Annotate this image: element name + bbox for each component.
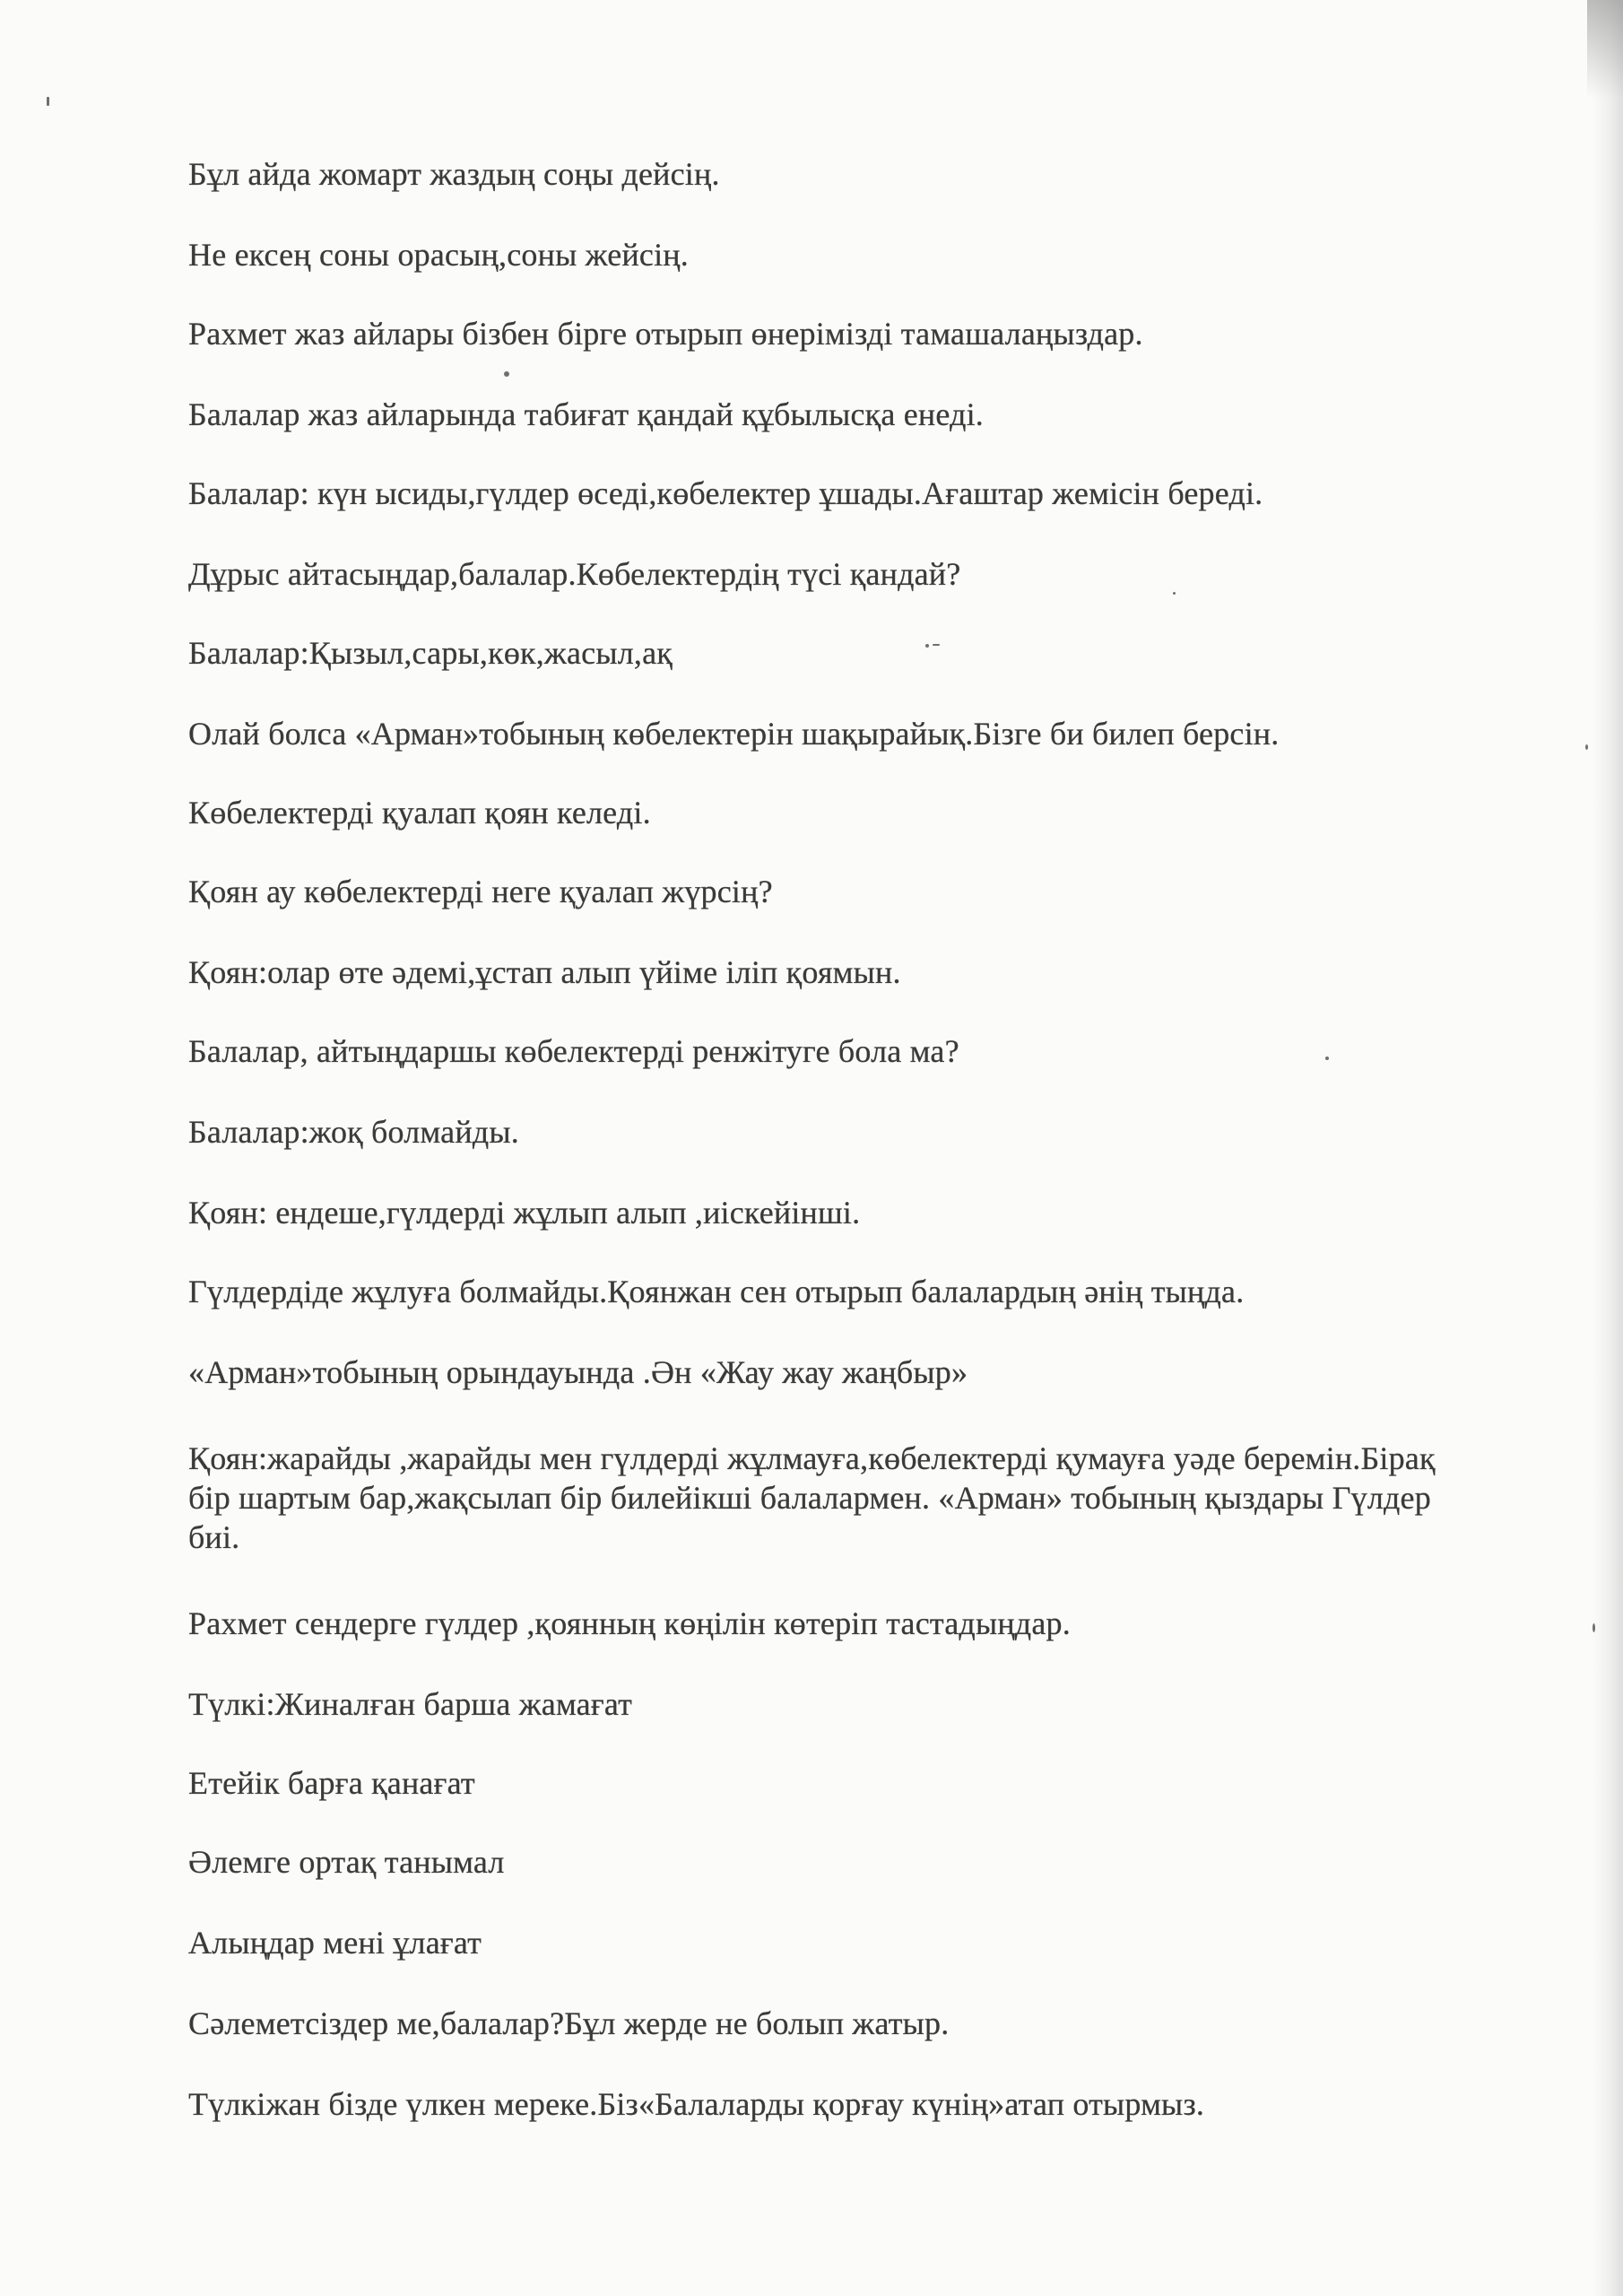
text-line-20: Әлемге ортақ танымал bbox=[188, 1844, 505, 1880]
text-line-6: Дұрыс айтасыңдар,балалар.Көбелектердің түсі қандай? bbox=[188, 556, 961, 592]
text-line-1: Бұл айда жомарт жаздың соңы дейсің. bbox=[188, 156, 720, 192]
text-line-16: «Арман»тобының орындауында .Ән «Жау жау жаңбыр» bbox=[188, 1354, 968, 1390]
scan-speck bbox=[933, 644, 940, 646]
text-line-19: Етейік барға қанағат bbox=[188, 1765, 475, 1801]
scan-speck bbox=[1585, 744, 1588, 750]
text-line-14: Қоян: ендеше,гүлдерді жұлып алып ,иіскейінші. bbox=[188, 1195, 861, 1231]
text-line-22: Сәлеметсіздер ме,балалар?Бұл жерде не болып жатыр. bbox=[188, 2005, 950, 2041]
text-line-15: Гүлдердіде жұлуға болмайды.Қоянжан сен отырып балалардың әнің тыңда. bbox=[188, 1274, 1245, 1309]
scan-speck bbox=[47, 97, 49, 106]
text-line-2: Не ексең соны орасың,соны жейсің. bbox=[188, 237, 689, 273]
text-line-5: Балалар: күн ысиды,гүлдер өседі,көбелектер ұшады.Ағаштар жемісін береді. bbox=[188, 475, 1263, 511]
scan-speck bbox=[1325, 1057, 1329, 1060]
text-line-8: Олай болса «Арман»тобының көбелектерін шақырайық.Бізге би билеп берсін. bbox=[188, 716, 1280, 752]
text-line-3: Рахмет жаз айлары бізбен бірге отырып өнерімізді тамашалаңыздар. bbox=[188, 316, 1143, 352]
text-line-13: Балалар:жоқ болмайды. bbox=[188, 1114, 519, 1150]
text-line-10: Қоян ау көбелектерді неге қуалап жүрсің? bbox=[188, 874, 773, 909]
text-line-17: Рахмет сендерге гүлдер ,қоянның көңілін көтеріп тастадыңдар. bbox=[188, 1605, 1071, 1641]
text-line-18: Түлкі:Жиналған барша жамағат bbox=[188, 1686, 633, 1722]
text-line-23: Түлкіжан бізде үлкен мереке.Біз«Балаларды қорғау күнің»атап отырмыз. bbox=[188, 2086, 1205, 2122]
text-line-12: Балалар, айтыңдаршы көбелектерді ренжітуге бола ма? bbox=[188, 1033, 959, 1069]
text-line-7: Балалар:Қызыл,сары,көк,жасыл,ақ bbox=[188, 635, 673, 671]
scan-speck bbox=[1173, 592, 1176, 595]
text-line-11: Қоян:олар өте әдемі,ұстап алып үйіме іліп қоямын. bbox=[188, 954, 901, 990]
scan-speck bbox=[925, 644, 929, 648]
scan-speck bbox=[1593, 1623, 1595, 1632]
scan-speck bbox=[504, 371, 509, 377]
text-line-9: Көбелектерді қуалап қоян келеді. bbox=[188, 795, 651, 831]
text-line-21: Алыңдар мені ұлағат bbox=[188, 1925, 482, 1961]
text-line-4: Балалар жаз айларында табиғат қандай құбылысқа енеді. bbox=[188, 396, 985, 432]
text-paragraph: Қоян:жарайды ,жарайды мен гүлдерді жұлмауға,көбелектерді қумауға уәде беремін.Бірақ бір шартым бар,жақсылап бір билейікші балалармен. «Арман» тобының қыздары Гүлдер биі. bbox=[188, 1440, 1436, 1555]
